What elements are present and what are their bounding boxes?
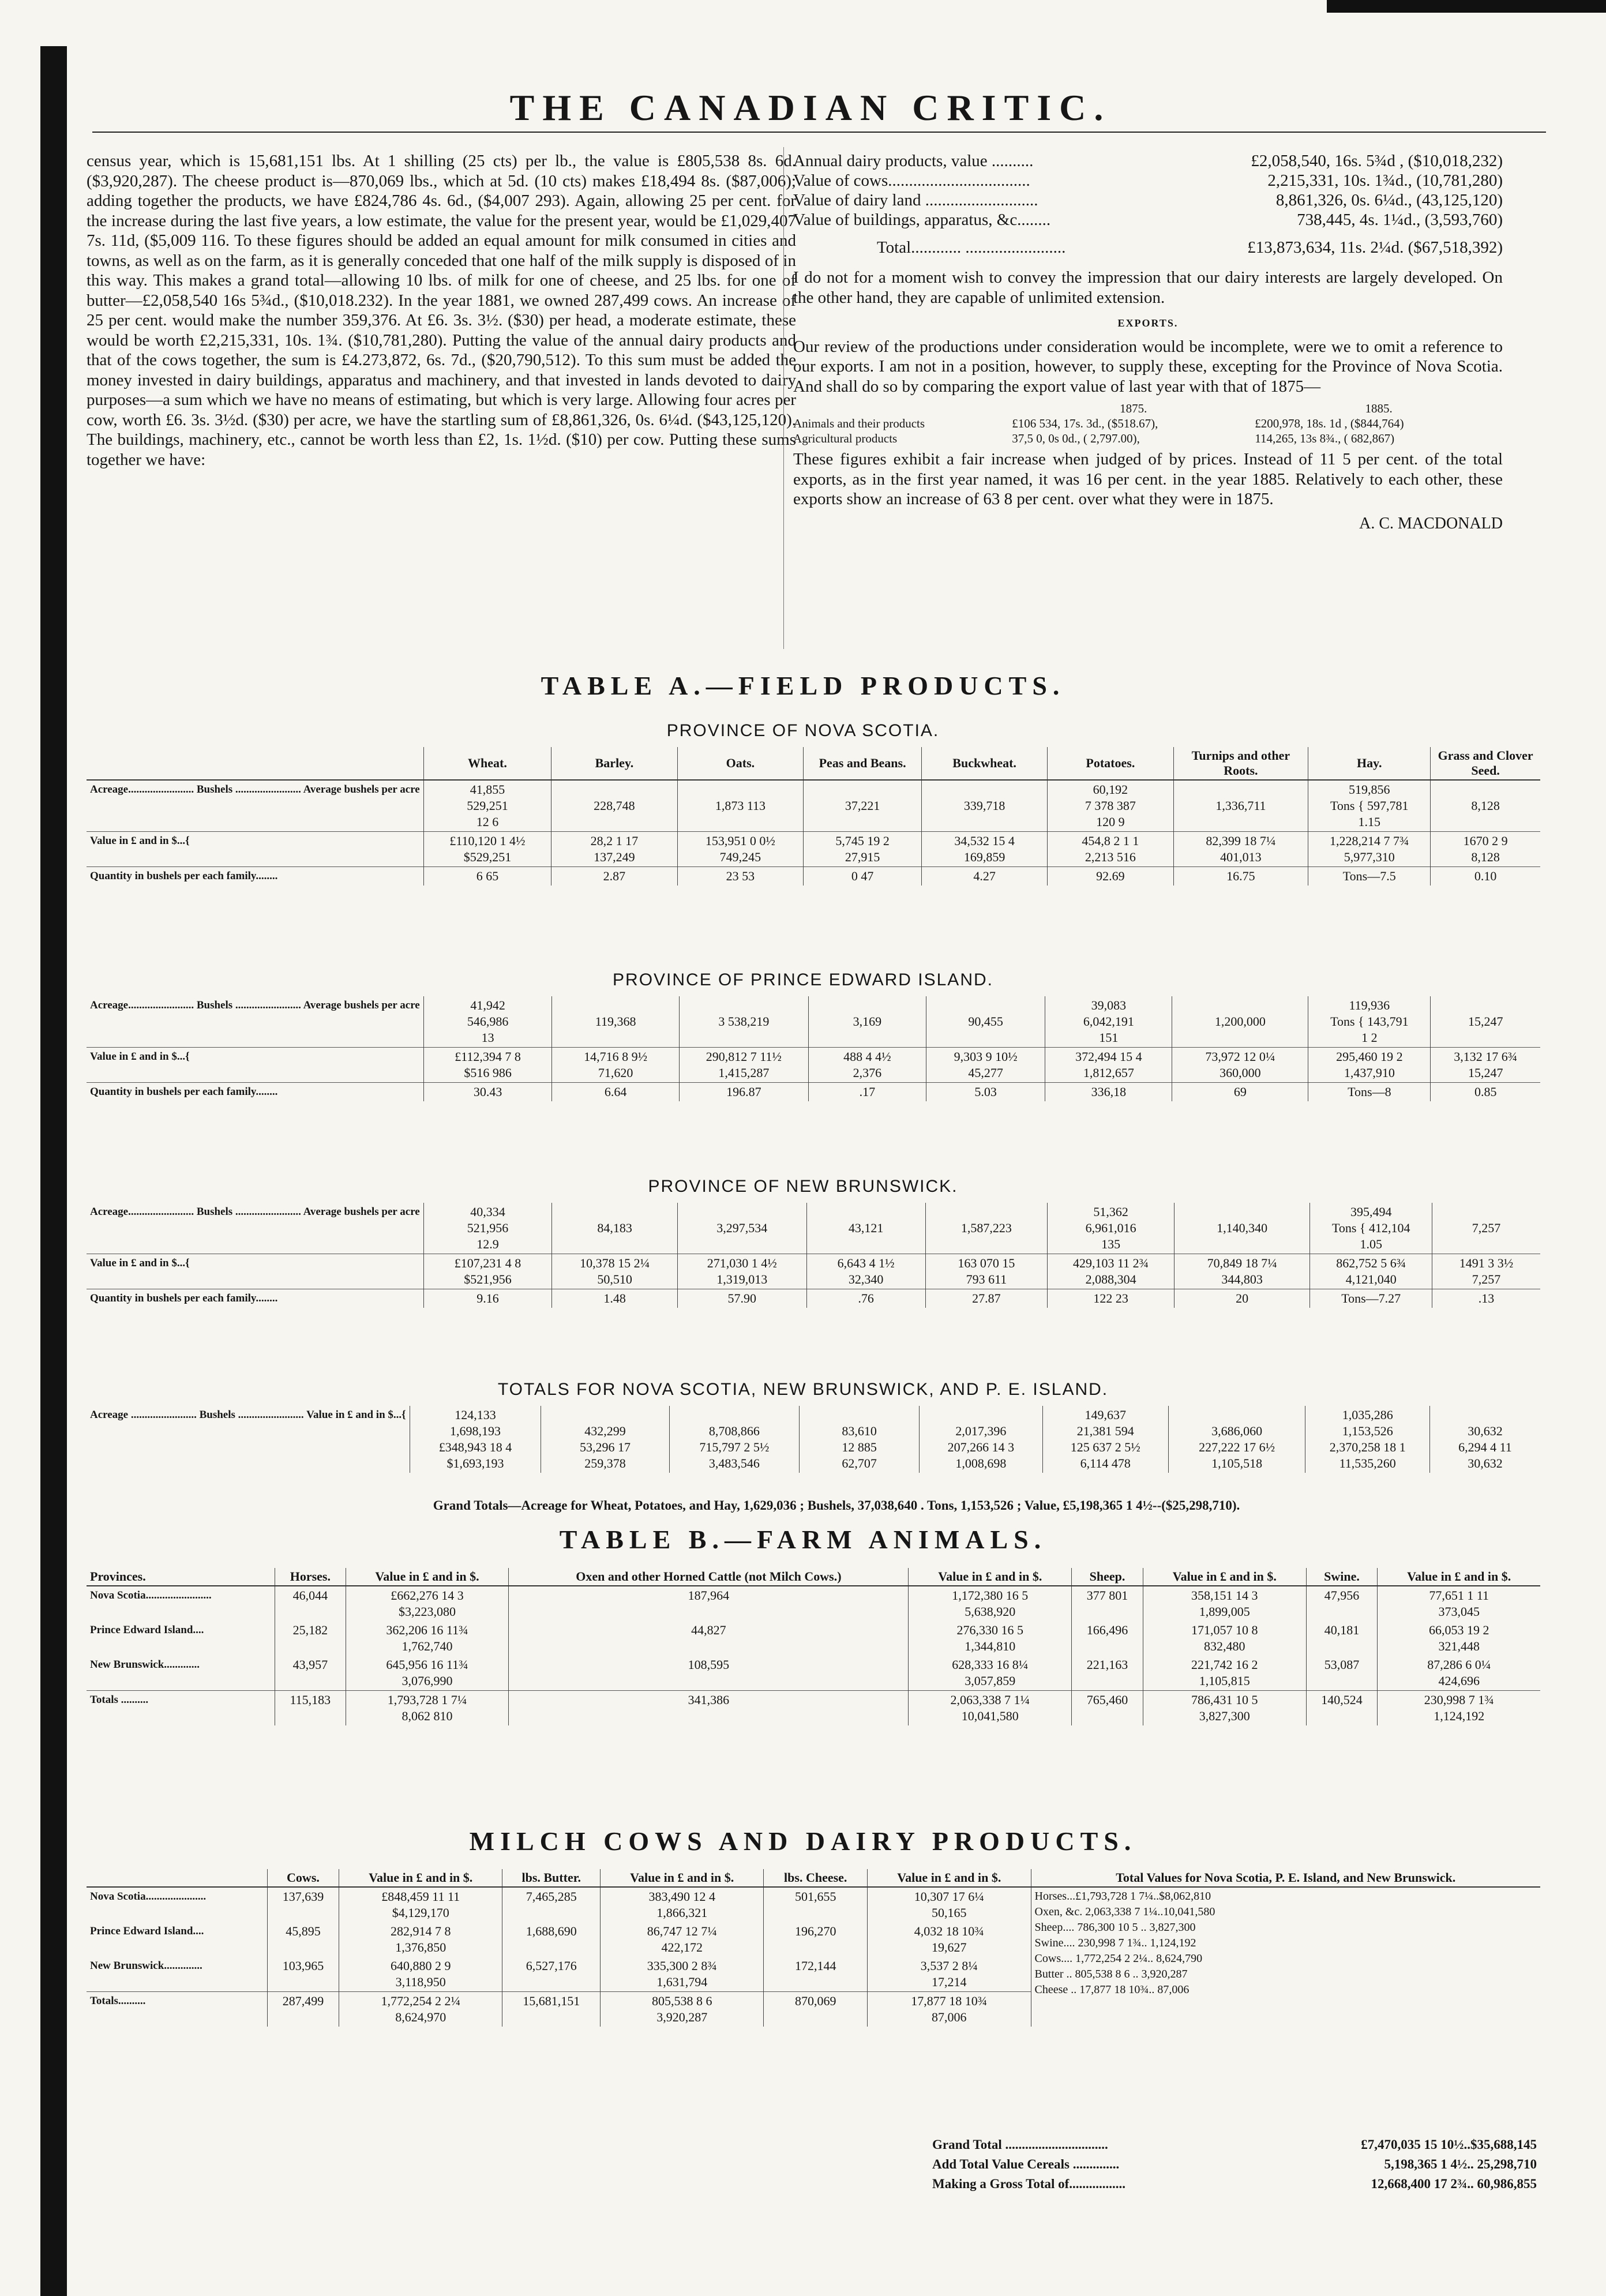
table-cell: £662,276 14 3 $3,223,080 bbox=[346, 1586, 509, 1621]
table-cell: 17,877 18 10¾ 87,006 bbox=[868, 1992, 1031, 2027]
scan-binding-edge bbox=[40, 46, 67, 2296]
table-row bbox=[87, 1083, 1540, 1102]
summary-line bbox=[1035, 1982, 1537, 1998]
table-cell: 221,163 bbox=[1072, 1656, 1143, 1691]
province-name: Nova Scotia...................... bbox=[90, 1890, 207, 1903]
table-cell: 82,399 18 7¼ 401,013 bbox=[1173, 832, 1308, 867]
row-label: Quantity in bushels per each family........ bbox=[87, 1289, 423, 1308]
summary-label: Butter .. 805,538 bbox=[1034, 1968, 1113, 1980]
table-cell: 1,035,286 1,153,526 2,370,258 18 1 11,535,260 bbox=[1305, 1406, 1429, 1473]
table-cell: 87,286 6 0¼ 424,696 bbox=[1378, 1656, 1540, 1691]
table-cell: 15,681,151 bbox=[502, 1992, 600, 2027]
table-cell: 1,200,000 bbox=[1172, 996, 1308, 1048]
summary-label: Swine.... 230,998 bbox=[1034, 1937, 1116, 1949]
table-cell: 196,270 bbox=[764, 1922, 868, 1957]
table-cell: 1,587,223 bbox=[925, 1203, 1048, 1254]
table-cell: 1670 2 9 8,128 bbox=[1431, 832, 1540, 867]
table-header-cell: Hay. bbox=[1308, 747, 1431, 780]
table-cell: 30,632 6,294 4 11 30,632 bbox=[1429, 1406, 1540, 1473]
table-cell: 5,745 19 2 27,915 bbox=[804, 832, 922, 867]
farm-animals-table bbox=[87, 1568, 1540, 1725]
table-cell: 1491 3 3½ 7,257 bbox=[1432, 1254, 1540, 1289]
table-cell: 16.75 bbox=[1173, 867, 1308, 886]
table-header-cell: Buckwheat. bbox=[922, 747, 1048, 780]
table-cell: 3,132 17 6¾ 15,247 bbox=[1431, 1048, 1540, 1083]
table-cell: 7,257 bbox=[1432, 1203, 1540, 1254]
table-cell: 60,192 7 378 387 120 9 bbox=[1048, 780, 1173, 832]
table-cell: 377 801 bbox=[1072, 1586, 1143, 1621]
table-cell: 1,140,340 bbox=[1174, 1203, 1309, 1254]
summary-value: 18 10¾.. 87,006 bbox=[1114, 1983, 1190, 1996]
summary-line bbox=[1035, 1904, 1537, 1920]
table-row bbox=[87, 1254, 1540, 1289]
table-header-cell: Value in £ and in $. bbox=[868, 1869, 1031, 1887]
totals-cell: 115,183 bbox=[275, 1691, 346, 1726]
total-values-cell bbox=[1031, 1887, 1540, 2027]
table-row bbox=[87, 867, 1540, 886]
summary-line bbox=[1035, 1920, 1537, 1935]
grand-total-label: Making a Gross Total of................. bbox=[932, 2177, 1126, 2191]
table-cell: 90,455 bbox=[926, 996, 1045, 1048]
table-cell: 10,307 17 6¼ 50,165 bbox=[868, 1887, 1031, 1922]
table-cell: 1,228,214 7 7¾ 5,977,310 bbox=[1308, 832, 1431, 867]
table-cell: 44,827 bbox=[509, 1621, 909, 1656]
table-cell: 10,378 15 2¼ 50,510 bbox=[552, 1254, 678, 1289]
table-cell: 3 538,219 bbox=[679, 996, 808, 1048]
table-cell: 171,057 10 8 832,480 bbox=[1143, 1621, 1306, 1656]
table-cell: 92.69 bbox=[1048, 867, 1173, 886]
table-cell: 3,169 bbox=[808, 996, 926, 1048]
table-cell: 276,330 16 5 1,344,810 bbox=[909, 1621, 1072, 1656]
table-cell: 46,044 bbox=[275, 1586, 346, 1621]
table-cell: 862,752 5 6¾ 4,121,040 bbox=[1310, 1254, 1432, 1289]
table-cell: 122 23 bbox=[1048, 1289, 1175, 1308]
table-cell: 6,527,176 bbox=[502, 1957, 600, 1992]
table-row bbox=[87, 1203, 1540, 1254]
table-header-cell: Oats. bbox=[677, 747, 803, 780]
table-header-cell: Value in £ and in $. bbox=[1378, 1568, 1540, 1586]
table-header-cell: Horses. bbox=[275, 1568, 346, 1586]
table-cell: 429,103 11 2¾ 2,088,304 bbox=[1048, 1254, 1175, 1289]
table-cell: Tons—7.27 bbox=[1310, 1289, 1432, 1308]
table-cell: 15,247 bbox=[1431, 996, 1540, 1048]
table-cell: 488 4 4½ 2,376 bbox=[808, 1048, 926, 1083]
row-label: Quantity in bushels per each family........ bbox=[87, 867, 423, 886]
table-header-cell: Value in £ and in $. bbox=[600, 1869, 763, 1887]
value-summary-table bbox=[793, 151, 1503, 257]
row-label: Acreage........................ Bushels ........................ Average bushels per acre bbox=[90, 783, 420, 796]
table-cell: 86,747 12 7¼ 422,172 bbox=[600, 1922, 763, 1957]
table-row bbox=[87, 1289, 1540, 1308]
grand-total-block bbox=[929, 2134, 1540, 2194]
table-cell: 2,017,396 207,266 14 3 1,008,698 bbox=[920, 1406, 1042, 1473]
table-cell: 108,595 bbox=[509, 1656, 909, 1691]
table-cell: £107,231 4 8 $521,956 bbox=[423, 1254, 551, 1289]
table-cell: 196.87 bbox=[679, 1083, 808, 1102]
table-cell: 0.10 bbox=[1431, 867, 1540, 886]
table-cell: 25,182 bbox=[275, 1621, 346, 1656]
table-b-title: TABLE B.—FARM ANIMALS. bbox=[559, 1525, 1047, 1554]
grand-total-value: 5,198,365 1 4½.. 25,298,710 bbox=[1384, 2157, 1537, 2171]
table-row bbox=[87, 1621, 1540, 1656]
table-row bbox=[87, 1048, 1540, 1083]
totals-cell: Totals .......... bbox=[87, 1691, 275, 1726]
author-signature: A. C. MACDONALD bbox=[1359, 514, 1503, 532]
table-cell: 39,083 6,042,191 151 bbox=[1045, 996, 1172, 1048]
table-cell: 0.85 bbox=[1431, 1083, 1540, 1102]
province-title: PROVINCE OF PRINCE EDWARD ISLAND. bbox=[613, 970, 993, 989]
table-header-cell: Sheep. bbox=[1072, 1568, 1143, 1586]
table-header-cell: Grass and Clover Seed. bbox=[1431, 747, 1540, 780]
table-cell: 519,856 Tons { 597,781 1.15 bbox=[1308, 780, 1431, 832]
table-a-grand-totals: Grand Totals—Acreage for Wheat, Potatoes, and Hay, 1,629,036 ; Bushels, 37,038,640 . Tons, 1,153,526 ; Value, £5,198,365 1 4½--($25,298,710). bbox=[433, 1498, 1240, 1513]
summary-value: 7 1¼..10,041,580 bbox=[1134, 1905, 1215, 1918]
masthead-rule bbox=[92, 132, 1546, 133]
grand-total-label: Add Total Value Cereals .............. bbox=[932, 2157, 1120, 2171]
table-cell: 628,333 16 8¼ 3,057,859 bbox=[909, 1656, 1072, 1691]
summary-line bbox=[1035, 1889, 1537, 1904]
table-cell: 73,972 12 0¼ 360,000 bbox=[1172, 1048, 1308, 1083]
table-header-cell: Wheat. bbox=[423, 747, 551, 780]
table-header-cell: Value in £ and in $. bbox=[339, 1869, 502, 1887]
table-cell: 1,172,380 16 5 5,638,920 bbox=[909, 1586, 1072, 1621]
totals-row bbox=[87, 1691, 1540, 1726]
summary-value: 7 1¾.. 1,124,192 bbox=[1118, 1937, 1196, 1949]
row-label: Acreage........................ Bushels ........................ Average bushels per acre bbox=[90, 1206, 420, 1218]
grand-total-value: £7,470,035 15 10½..$35,688,145 bbox=[1361, 2137, 1537, 2152]
province-title: PROVINCE OF NOVA SCOTIA. bbox=[666, 721, 940, 740]
table-cell: 287,499 bbox=[267, 1992, 339, 2027]
table-cell: 14,716 8 9½ 71,620 bbox=[552, 1048, 679, 1083]
table-cell: 57.90 bbox=[678, 1289, 807, 1308]
table-cell: 103,965 bbox=[267, 1957, 339, 1992]
table-cell: £110,120 1 4½ $529,251 bbox=[423, 832, 551, 867]
table-cell: 335,300 2 8¾ 1,631,794 bbox=[600, 1957, 763, 1992]
totals-cell: 341,386 bbox=[509, 1691, 909, 1726]
table-cell: 4,032 18 10¾ 19,627 bbox=[868, 1922, 1031, 1957]
exports-value: 114,265, 13s 8¾., ( 682,867) bbox=[1255, 432, 1395, 445]
table-cell: .76 bbox=[806, 1289, 925, 1308]
table-cell: 645,956 16 11¾ 3,076,990 bbox=[346, 1656, 509, 1691]
table-header-cell: Total Values for Nova Scotia, P. E. Island, and New Brunswick. bbox=[1031, 1869, 1540, 1887]
table-cell: 454,8 2 1 1 2,213 516 bbox=[1048, 832, 1173, 867]
table-cell: 163 070 15 793 611 bbox=[925, 1254, 1048, 1289]
table-header-cell bbox=[87, 747, 423, 780]
table-cell: 336,18 bbox=[1045, 1083, 1172, 1102]
row-label: Acreage........................ Bushels ........................ Average bushels per acre bbox=[90, 999, 420, 1011]
value-line-label: Value of buildings, apparatus, &c........ bbox=[793, 211, 1051, 229]
summary-label: Sheep.... 786,300 bbox=[1034, 1921, 1115, 1934]
table-cell: 282,914 7 8 1,376,850 bbox=[339, 1922, 502, 1957]
table-cell: 119,936 Tons { 143,791 1 2 bbox=[1308, 996, 1431, 1048]
table-cell: 221,742 16 2 1,105,815 bbox=[1143, 1656, 1306, 1691]
summary-value: 1 7¼..$8,062,810 bbox=[1130, 1890, 1211, 1903]
table-cell: 51,362 6,961,016 135 bbox=[1048, 1203, 1175, 1254]
table-cell: 9.16 bbox=[423, 1289, 551, 1308]
value-line-amount: 738,445, 4s. 1¼d., (3,593,760) bbox=[1297, 211, 1503, 229]
row-label: Acreage ........................ Bushels ........................ Value in £ and in $...{ bbox=[90, 1409, 406, 1421]
table-cell: 870,069 bbox=[764, 1992, 868, 2027]
table-header-cell: Swine. bbox=[1306, 1568, 1378, 1586]
table-cell: 20 bbox=[1174, 1289, 1309, 1308]
article-paragraph: census year, which is 15,681,151 lbs. At 1 shilling (25 cts) per lb., the value is £805,538 8s. 6d. ($3,920,287). The cheese product is—870,069 lbs., which at 5d. (10 cts) makes £18,494 8s. ($87,006); adding together the products, we have £824,786 4s. 6d., ($4,007 293). Again, allowing 25 per cent. for the increase during the last five years, a low estimate, the value for the present year, would be £1,029,407 7s. 11d, ($5,009 116. To these figures should be added an equal amount for milk consumed in cities and towns, as well as on the farm, as it is generally conceded that one half of the milk supply is disposed of in this way. This makes a grand total—allowing 10 lbs. of milk for one of cheese, and 25 lbs. for one of butter—£2,058,540 16s 5¾d., ($10,018.232). In the year 1881, we owned 287,499 cows. An increase of 25 per cent. would make the number 359,376. At £6. 3s. 3½. ($30) per head, a moderate estimate, these would be worth £2,215,331, 10s. 1¾. ($10,781,280). Putting the value of the annual dairy products and that of the cows together, the sum is £4.273,872, 6s. 7d., ($20,790,512). To this sum must be added the money invested in dairy buildings, apparatus and machinery, and that invested in lands devoted to dairy purposes—a sum which we have no means of estimating, but which is very large. Allowing four acres per cow, worth £6. 3s. 3½d. ($30) per acre, we have the startling sum of £8,861,326, 0s. 6¼d. ($43,125,120). The buildings, machinery, etc., cannot be worth less than £2, 1s. 1½d. ($10) per cow. Putting these sums together we have: bbox=[87, 152, 796, 469]
table-cell: 40,334 521,956 12.9 bbox=[423, 1203, 551, 1254]
totals-cell: 1,793,728 1 7¼ 8,062 810 bbox=[346, 1691, 509, 1726]
table-header-cell: Value in £ and in $. bbox=[346, 1568, 509, 1586]
province-name: Prince Edward Island.... bbox=[90, 1925, 204, 1937]
table-cell: .13 bbox=[1432, 1289, 1540, 1308]
value-total-label: Total............ ........................ bbox=[876, 238, 1066, 257]
table-header-cell: Value in £ and in $. bbox=[1143, 1568, 1306, 1586]
table-row bbox=[87, 832, 1540, 867]
summary-label: Cheese .. 17,877 bbox=[1034, 1983, 1112, 1996]
table-cell: 172,144 bbox=[764, 1957, 868, 1992]
row-label: Value in £ and in $...{ bbox=[87, 1254, 423, 1289]
table-cell: 5.03 bbox=[926, 1083, 1045, 1102]
table-cell: 1,336,711 bbox=[1173, 780, 1308, 832]
column-divider bbox=[783, 147, 784, 649]
table-cell: 1.48 bbox=[552, 1289, 678, 1308]
table-cell: 66,053 19 2 321,448 bbox=[1378, 1621, 1540, 1656]
table-cell: 1,873 113 bbox=[677, 780, 803, 832]
table-cell: 805,538 8 6 3,920,287 bbox=[600, 1992, 763, 2027]
table-header-cell: Peas and Beans. bbox=[804, 747, 922, 780]
table-cell: Tons—7.5 bbox=[1308, 867, 1431, 886]
value-line-amount: 2,215,331, 10s. 1¾d., (10,781,280) bbox=[1267, 171, 1503, 190]
table-cell: 43,957 bbox=[275, 1656, 346, 1691]
table-row bbox=[87, 1887, 1540, 1922]
row-label: Value in £ and in $...{ bbox=[87, 1048, 423, 1083]
summary-label: Oxen, &c. 2,063,338 bbox=[1034, 1905, 1132, 1918]
table-cell: 27.87 bbox=[925, 1289, 1048, 1308]
table-cell: 362,206 16 11¾ 1,762,740 bbox=[346, 1621, 509, 1656]
table-cell: 358,151 14 3 1,899,005 bbox=[1143, 1586, 1306, 1621]
table-cell: 7,465,285 bbox=[502, 1887, 600, 1922]
table-cell: 3,537 2 8¼ 17,214 bbox=[868, 1957, 1031, 1992]
table-header-cell: Value in £ and in $. bbox=[909, 1568, 1072, 1586]
table-cell: 1,772,254 2 2¼ 8,624,970 bbox=[339, 1992, 502, 2027]
table-cell: 0 47 bbox=[804, 867, 922, 886]
table-cell: 41,942 546,986 13 bbox=[423, 996, 552, 1048]
exports-row-label: Agricultural products bbox=[793, 432, 898, 445]
table-cell: 77,651 1 11 373,045 bbox=[1378, 1586, 1540, 1621]
summary-line bbox=[1035, 1935, 1537, 1951]
table-cell: 4.27 bbox=[922, 867, 1048, 886]
summary-line bbox=[1035, 1951, 1537, 1967]
exports-table bbox=[793, 401, 1503, 446]
province-name: New Brunswick.............. bbox=[90, 1960, 202, 1972]
table-cell: 47,956 bbox=[1306, 1586, 1378, 1621]
table-cell: 501,655 bbox=[764, 1887, 868, 1922]
table-header-cell: Barley. bbox=[551, 747, 677, 780]
value-line-amount: 8,861,326, 0s. 6¼d., (43,125,120) bbox=[1275, 191, 1503, 209]
table-cell: 70,849 18 7¼ 344,803 bbox=[1174, 1254, 1309, 1289]
value-line-amount: £2,058,540, 16s. 5¾d , ($10,018,232) bbox=[1251, 152, 1503, 170]
province-name: Prince Edward Island.... bbox=[90, 1624, 204, 1636]
table-cell: 53,087 bbox=[1306, 1656, 1378, 1691]
article-paragraph: Our review of the productions under consideration would be incomplete, were we to omit a reference to our exports. I am not in a position, however, to supply these, excepting for the Province of Nova Scotia. And shall do so by comparing the export value of last year with that of 1875— bbox=[793, 337, 1503, 396]
field-products-table bbox=[87, 996, 1540, 1101]
table-cell: 228,748 bbox=[551, 780, 677, 832]
table-row bbox=[87, 780, 1540, 832]
summary-value: 2 2¼.. 8,624,790 bbox=[1124, 1952, 1203, 1965]
table-header-cell: Oxen and other Horned Cattle (not Milch Cows.) bbox=[509, 1568, 909, 1586]
table-cell: 187,964 bbox=[509, 1586, 909, 1621]
table-cell: 8,128 bbox=[1431, 780, 1540, 832]
table-cell: 339,718 bbox=[922, 780, 1048, 832]
value-line-label: Value of cows.................................. bbox=[793, 171, 1030, 190]
totals-cell: 140,524 bbox=[1306, 1691, 1378, 1726]
summary-label: Horses...£1,793,728 bbox=[1034, 1890, 1128, 1903]
table-cell: 28,2 1 17 137,249 bbox=[551, 832, 677, 867]
province-name: New Brunswick............. bbox=[90, 1659, 200, 1671]
table-cell: 3,297,534 bbox=[678, 1203, 807, 1254]
table-row bbox=[87, 1586, 1540, 1621]
table-cell: 83,610 12 885 62,707 bbox=[800, 1406, 920, 1473]
totals-cell: 786,431 10 5 3,827,300 bbox=[1143, 1691, 1306, 1726]
summary-label: Cows.... 1,772,254 bbox=[1034, 1952, 1122, 1965]
table-cell: 8,708,866 715,797 2 5½ 3,483,546 bbox=[669, 1406, 800, 1473]
row-label: Value in £ and in $...{ bbox=[87, 832, 423, 867]
table-cell: 290,812 7 11½ 1,415,287 bbox=[679, 1048, 808, 1083]
summary-value: 10 5 .. 3,827,300 bbox=[1117, 1921, 1196, 1934]
value-total-amount: £13,873,634, 11s. 2¼d. ($67,518,392) bbox=[1247, 238, 1503, 257]
exports-heading: EXPORTS. bbox=[1117, 317, 1179, 329]
exports-value: 37,5 0, 0s 0d., ( 2,797.00), bbox=[1012, 432, 1140, 445]
table-header-cell bbox=[87, 1869, 267, 1887]
table-cell: 30.43 bbox=[423, 1083, 552, 1102]
table-cell: 166,496 bbox=[1072, 1621, 1143, 1656]
article-paragraph: I do not for a moment wish to convey the impression that our dairy interests are largely developed. On the other hand, they are capable of unlimited extension. bbox=[793, 268, 1503, 307]
province-name: Nova Scotia........................ bbox=[90, 1589, 212, 1601]
table-cell: Tons—8 bbox=[1308, 1083, 1431, 1102]
table-cell: 37,221 bbox=[804, 780, 922, 832]
totals-cell: 765,460 bbox=[1072, 1691, 1143, 1726]
table-cell: 137,639 bbox=[267, 1887, 339, 1922]
row-label: Quantity in bushels per each family........ bbox=[87, 1083, 423, 1102]
scan-edge-bar bbox=[1327, 0, 1606, 13]
table-cell: 153,951 0 0½ 749,245 bbox=[677, 832, 803, 867]
table-cell: 40,181 bbox=[1306, 1621, 1378, 1656]
table-row bbox=[87, 1656, 1540, 1691]
table-cell: 149,637 21,381 594 125 637 2 5½ 6,114 478 bbox=[1042, 1406, 1168, 1473]
field-products-table bbox=[87, 1406, 1540, 1473]
table-cell: 6,643 4 1½ 32,340 bbox=[806, 1254, 925, 1289]
province-title: TOTALS FOR NOVA SCOTIA, NEW BRUNSWICK, AND P. E. ISLAND. bbox=[497, 1380, 1109, 1399]
table-c-title: MILCH COWS AND DAIRY PRODUCTS. bbox=[469, 1826, 1137, 1856]
table-cell: £848,459 11 11 $4,129,170 bbox=[339, 1887, 502, 1922]
article-paragraph: These figures exhibit a fair increase when judged of by prices. Instead of 11 5 per cent. of the total exports, as in the first year named, it was 16 per cent. in the year 1885. Relatively to each other, these exports show an increase of 63 8 per cent. over what they were in 1875. bbox=[793, 450, 1503, 508]
table-cell: 41,855 529,251 12 6 bbox=[423, 780, 551, 832]
table-row bbox=[87, 996, 1540, 1048]
totals-cell: 2,063,338 7 1¼ 10,041,580 bbox=[909, 1691, 1072, 1726]
right-article-column bbox=[793, 151, 1503, 534]
table-header-cell: Turnips and other Roots. bbox=[1173, 747, 1308, 780]
value-line-label: Value of dairy land ........................... bbox=[793, 191, 1038, 209]
table-cell: 119,368 bbox=[552, 996, 679, 1048]
table-cell: 295,460 19 2 1,437,910 bbox=[1308, 1048, 1431, 1083]
table-cell: £112,394 7 8 $516 986 bbox=[423, 1048, 552, 1083]
province-title: PROVINCE OF NEW BRUNSWICK. bbox=[648, 1177, 958, 1196]
table-cell: 6 65 bbox=[423, 867, 551, 886]
table-header-cell: Provinces. bbox=[87, 1568, 275, 1586]
table-cell: 432,299 53,296 17 259,378 bbox=[541, 1406, 669, 1473]
table-cell: 372,494 15 4 1,812,657 bbox=[1045, 1048, 1172, 1083]
grand-total-value: 12,668,400 17 2¾.. 60,986,855 bbox=[1371, 2177, 1537, 2191]
table-row bbox=[87, 1406, 1540, 1473]
table-cell: 124,133 1,698,193 £348,943 18 4 $1,693,193 bbox=[410, 1406, 541, 1473]
table-header-cell: Potatoes. bbox=[1048, 747, 1173, 780]
table-cell: 34,532 15 4 169,859 bbox=[922, 832, 1048, 867]
exports-value: £106 534, 17s. 3d., ($518.67), bbox=[1012, 417, 1158, 430]
milch-cows-table bbox=[87, 1869, 1540, 2027]
table-cell: 395,494 Tons { 412,104 1.05 bbox=[1310, 1203, 1432, 1254]
table-cell: 1,688,690 bbox=[502, 1922, 600, 1957]
table-cell: 43,121 bbox=[806, 1203, 925, 1254]
table-cell: 69 bbox=[1172, 1083, 1308, 1102]
summary-value: 8 6 .. 3,920,287 bbox=[1115, 1968, 1188, 1980]
province-name: Totals.......... bbox=[87, 1992, 267, 2027]
table-cell: 2.87 bbox=[551, 867, 677, 886]
exports-value: £200,978, 18s. 1d , ($844,764) bbox=[1255, 417, 1404, 430]
field-products-table bbox=[87, 747, 1540, 886]
grand-total-label: Grand Total ............................... bbox=[932, 2137, 1108, 2152]
value-line-label: Annual dairy products, value .......... bbox=[793, 152, 1034, 170]
totals-cell: 230,998 7 1¾ 1,124,192 bbox=[1378, 1691, 1540, 1726]
exports-year: 1885. bbox=[1365, 402, 1393, 415]
table-cell: .17 bbox=[808, 1083, 926, 1102]
field-products-table bbox=[87, 1203, 1540, 1308]
table-cell: 3,686,060 227,222 17 6½ 1,105,518 bbox=[1168, 1406, 1305, 1473]
table-cell: 640,880 2 9 3,118,950 bbox=[339, 1957, 502, 1992]
table-a-title: TABLE A.—FIELD PRODUCTS. bbox=[541, 671, 1065, 700]
table-cell: 45,895 bbox=[267, 1922, 339, 1957]
table-cell: 6.64 bbox=[552, 1083, 679, 1102]
table-cell: 9,303 9 10½ 45,277 bbox=[926, 1048, 1045, 1083]
table-cell: 271,030 1 4½ 1,319,013 bbox=[678, 1254, 807, 1289]
table-cell: 84,183 bbox=[552, 1203, 678, 1254]
table-cell: 23 53 bbox=[677, 867, 803, 886]
exports-year: 1875. bbox=[1120, 402, 1147, 415]
summary-line bbox=[1035, 1967, 1537, 1982]
masthead: THE CANADIAN CRITIC. bbox=[509, 87, 1112, 128]
table-cell: 383,490 12 4 1,866,321 bbox=[600, 1887, 763, 1922]
table-header-cell: lbs. Cheese. bbox=[764, 1869, 868, 1887]
table-header-cell: Cows. bbox=[267, 1869, 339, 1887]
table-header-cell: lbs. Butter. bbox=[502, 1869, 600, 1887]
exports-row-label: Animals and their products bbox=[793, 417, 925, 430]
left-article-column bbox=[87, 151, 796, 474]
